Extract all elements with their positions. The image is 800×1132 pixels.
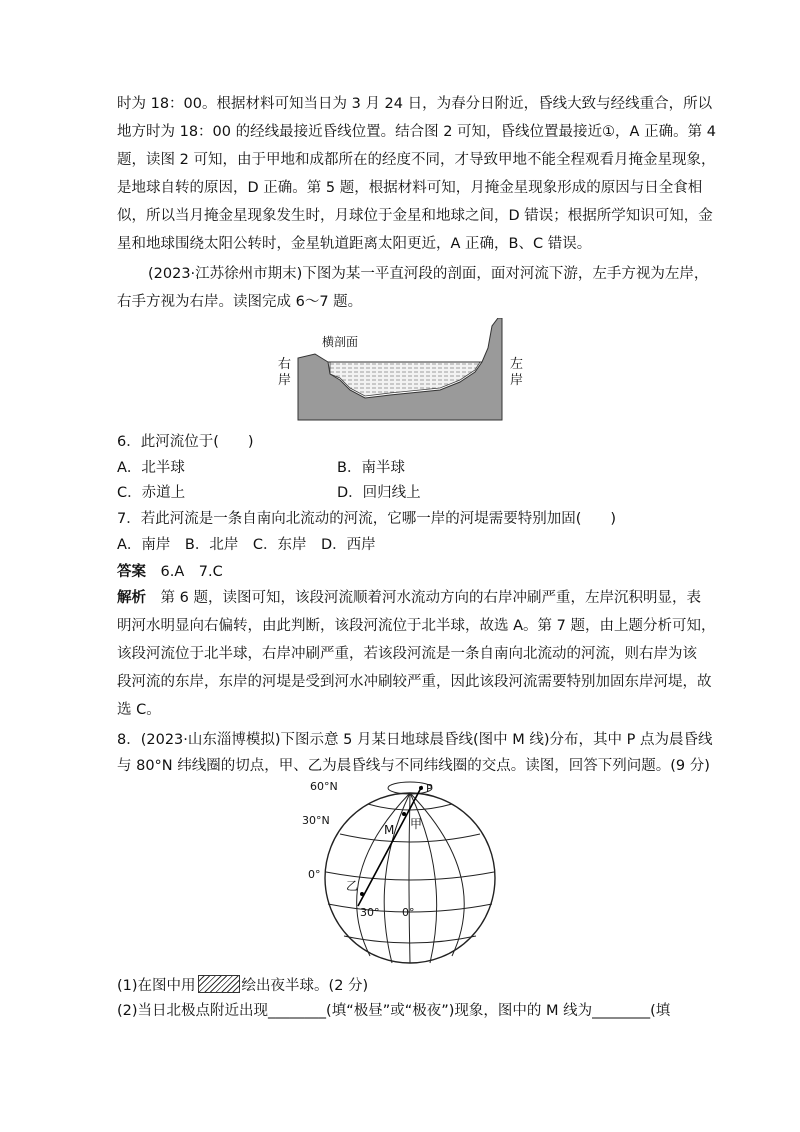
question-stem: 7．若此河流是一条自南向北流动的河流，它哪一岸的河堤需要特别加固( ) [117, 511, 617, 527]
analysis-line [117, 588, 701, 608]
analysis-line: 该段河流位于北半球，右岸冲刷严重，若该段河流是一条自南向北流动的河流，则右岸为该 [117, 646, 697, 662]
figure-title: 横剖面 [322, 335, 359, 349]
analysis-text: 第 6 题，读图可知，该段河流顺着河水流动方向的右岸冲刷严重，左岸沉积明显，表 [146, 590, 701, 606]
sub1-text: (1)在图中用 [117, 978, 196, 994]
question-options[interactable]: A．南岸 B．北岸 C．东岸 D．西岸 [117, 537, 376, 553]
analysis-line: 明河水明显向右偏转，由此判断，该段河流位于北半球，故选 A。第 7 题，由上题分析可知， [117, 618, 716, 634]
label-p: P [426, 782, 433, 795]
hatch-pattern-icon [198, 975, 240, 993]
analysis-line: 段河流的东岸，东岸的河堤是受到河水冲刷较严重，因此该段河流需要特别加固东岸河堤，故 [117, 674, 712, 690]
label-jia: 甲 [410, 817, 423, 831]
left-bank-label: 左 [510, 357, 524, 372]
label-30n: 30°N [302, 814, 330, 827]
question-stem: 6．此河流位于( ) [117, 434, 254, 450]
right-bank-label: 岸 [278, 373, 292, 388]
option-a[interactable]: A．北半球 [117, 460, 185, 476]
passage-line: 地方时为 18：00 的经线最接近昏线位置。结合图 2 可知，昏线位置最接近①，A 正确。第 4 [117, 124, 716, 140]
river-cross-section-figure [270, 318, 540, 426]
analysis-label: 解析 [117, 590, 146, 606]
intro-line: 右手方视为右岸。读图完成 6～7 题。 [117, 294, 363, 310]
question-line: 8．(2023·山东淄博模拟)下图示意 5 月某日地球晨昏线(图中 M 线)分布，其中 P 点为晨昏线 [117, 732, 713, 748]
option-c[interactable]: C．赤道上 [117, 485, 186, 501]
sub-question-2: (2)当日北极点附近出现________(填“极昼”或“极夜”)现象，图中的 M 线为________(填 [117, 1003, 671, 1019]
left-bank-label: 岸 [510, 373, 524, 388]
sub1-text: 绘出夜半球。(2 分) [241, 978, 369, 994]
intro-line: (2023·江苏徐州市期末)下图为某一平直河段的剖面，面对河流下游，左手方视为左岸， [148, 266, 709, 282]
option-b[interactable]: B．南半球 [337, 460, 405, 476]
answer-line [117, 562, 223, 582]
label-0-lat: 0° [308, 868, 321, 881]
passage-line: 星和地球围绕太阳公转时，金星轨道距离太阳更近，A 正确，B、C 错误。 [117, 236, 592, 252]
globe-figure [300, 776, 500, 966]
passage-line: 是地球自转的原因，D 正确。第 5 题，根据材料可知，月掩金星现象形成的原因与日全食相 [117, 180, 703, 196]
label-m: M [384, 823, 395, 837]
analysis-line: 选 C。 [117, 702, 161, 718]
answer-text: 6.A 7.C [146, 564, 223, 580]
question-line: 与 80°N 纬线圈的切点，甲、乙为晨昏线与不同纬线圈的交点。读图，回答下列问题。(9 分) [117, 758, 710, 774]
label-60n: 60°N [310, 780, 338, 793]
label-yi: 乙 [346, 879, 359, 893]
label-0-lon: 0° [402, 906, 415, 919]
point-yi [360, 892, 364, 896]
answer-label: 答案 [117, 564, 146, 580]
right-bank-label: 右 [278, 357, 292, 372]
label-30-lon: 30° [360, 906, 380, 919]
passage-line: 题，读图 2 可知，由于甲地和成都所在的经度不同，才导致甲地不能全程观看月掩金星现象， [117, 152, 716, 168]
passage-line: 时为 18：00。根据材料可知当日为 3 月 24 日，为春分日附近，昏线大致与经线重合，所以 [117, 96, 713, 112]
passage-line: 似，所以当月掩金星现象发生时，月球位于金星和地球之间，D 错误；根据所学知识可知，金 [117, 208, 713, 224]
point-p [419, 786, 423, 790]
sub-question-1 [117, 975, 368, 996]
option-d[interactable]: D．回归线上 [337, 485, 421, 501]
point-jia [402, 812, 406, 816]
